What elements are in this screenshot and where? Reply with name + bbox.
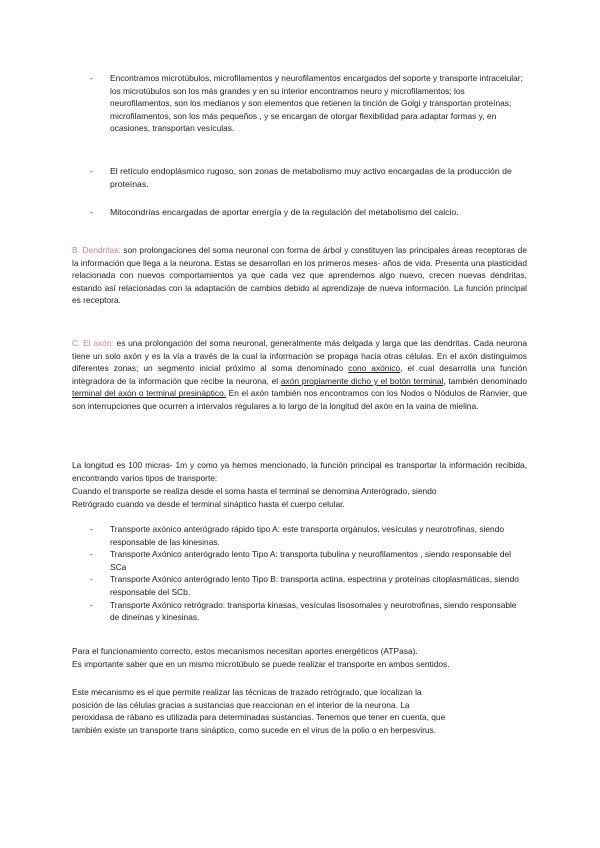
organelle-mitocondrias: Mitocondrías encargadas de aportar energía y de la regulación del metabolismo del calcio. [110, 207, 459, 217]
longitud-paragraph: La longitud es 100 micras- 1m y como ya hemos mencionado, la función principal es transportar la información recibida, encontrando varios tipos de transporte: [72, 460, 527, 483]
transport-type: Transporte Axónico anterógrado lento Tipo A: transporta tubulina y neurofilamentos , siendo responsable del SCa [110, 549, 512, 572]
term-axon-propiamente: axón propiamente dicho y el botón terminal [280, 375, 444, 386]
text-line: Es importante saber que en un mismo microtúbulo se puede realizar el transporte en ambos sentidos. [72, 658, 450, 669]
axon-text: es una prolongación del soma neuronal, generalmente más delgada y larga que las dendritas. Cada neurona tiene un solo axón y es la vía a través de la cual la información se propaga hacia otras células. En el axón distinguimos diferentes zonas; un segmento inicial próximo al soma denominado [72, 338, 527, 374]
bullet-dash: - [90, 599, 93, 610]
text-line: posición de las células gracias a sustancias que reaccionan en el interior de la neurona. La [72, 699, 410, 710]
organelle-reticulo: El retículo endoplásmico rugoso, son zonas de metabolismo muy activo encargadas de la producción de proteínas. [110, 166, 512, 189]
organelle-list [90, 165, 526, 191]
transport-types-list [90, 523, 526, 624]
text-line: también existe un transporte trans sináptico, como sucede en el virus de la polio o en herpesvirus. [72, 724, 437, 735]
text-line: Este mecanismo es el que permite realizar las técnicas de trazado retrógrado, que localizan la [72, 687, 422, 697]
organelle-microtubulos: Encontramos microtúbulos, microfilamentos y neurofilamentos encargados del soporte y transporte intracelular; los microtúbulos son los más grandes y en su interior encontramos neuro y microfilamentos; los neurofilamentos, son los medianos y son elementos que retienen la tinción de Golgi y transportan proteínas; microfilamentos, son los más pequeños , y se encargan de otorgar flexibilidad para adaptar formas y, en ocasiones, transportan vesículas. [110, 73, 523, 134]
dendritas-paragraph [72, 244, 527, 307]
axon-text: , también denominado [443, 375, 527, 386]
term-terminal-axon: terminal del axón o terminal presináptico. [72, 388, 227, 399]
transport-type: Transporte Axónico retrógrado: transporta kinasas, vesículas lisosomales y neurotrofinas, siendo responsable de dineínas y kinesinas. [110, 599, 517, 623]
axon-paragraph [72, 337, 527, 413]
dendritas-heading: B. Dendritas: [72, 245, 121, 255]
list-item [90, 523, 526, 548]
list-item [90, 599, 526, 624]
text-line: Cuando el transporte se realiza desde el soma hasta el terminal se denomina Anterógrado, siendo [72, 486, 437, 496]
funcionamiento-paragraph [72, 645, 527, 670]
bullet-dash: - [90, 524, 93, 534]
list-item [90, 573, 526, 598]
dendritas-text: son prolongaciones del soma neuronal con forma de árbol y constituyen las principales áreas receptoras de la información que llega a la neurona. Estas se desarrollan en los primeros meses- años de vida. Presenta una plasticidad relacionada con nuevos comportamientos ya que cada vez que aprendemos algo nuevo, crecen nuevas dendritas, estando así relacionadas con la adaptación de cambios debido al aprendizaje de nueva información. La función principal es receptora. [72, 245, 527, 306]
text-line: peroxidasa de rábano es utilizada para determinadas sustancias. Tenemos que tener en cuenta, que [72, 712, 446, 723]
bullet-dash: - [90, 549, 93, 560]
axon-text: , el cual desarrolla una función integradora de la información que recibe la neurona, el [72, 363, 528, 386]
list-item [90, 548, 526, 573]
list-item [90, 165, 526, 191]
bullet-dash: - [90, 166, 93, 176]
text-line: Para el funcionamiento correcto, estos mecanismos necesitan aportes energéticos (ATPasa). [72, 646, 418, 656]
axon-heading: C. El axón: [72, 338, 114, 348]
organelle-list [90, 72, 526, 135]
mecanismo-paragraph [72, 686, 527, 736]
list-item [90, 72, 526, 135]
transport-type: Transporte Axónico anterógrado lento Tipo B: transporta actina, espectrina y proteínas citoplasmáticas, siendo responsable del SCb. [110, 574, 519, 597]
bullet-dash: - [90, 207, 93, 217]
text-line: Retrógrado cuando va desde el terminal sináptico hasta el cuerpo celular. [72, 498, 345, 509]
organelle-list [90, 206, 526, 219]
bullet-dash: - [90, 574, 93, 585]
transport-type: Transporte axónico anterógrado rápido tipo A: este transporta orgánulos, vesículas y neurotrofinas, siendo responsable de las kinesinas. [110, 524, 505, 547]
axon-text: En el axón también nos encontramos con los Nodos o Nódulos de Ranvier, que son interrupciones que ocurren a intervalos regulares a lo largo de la longitud del axón en la vaina de mielina. [72, 388, 527, 411]
term-cono-axonico: cono axónico [348, 363, 401, 374]
cuando-paragraph [72, 485, 527, 510]
bullet-dash: - [90, 73, 93, 83]
list-item [90, 206, 526, 219]
